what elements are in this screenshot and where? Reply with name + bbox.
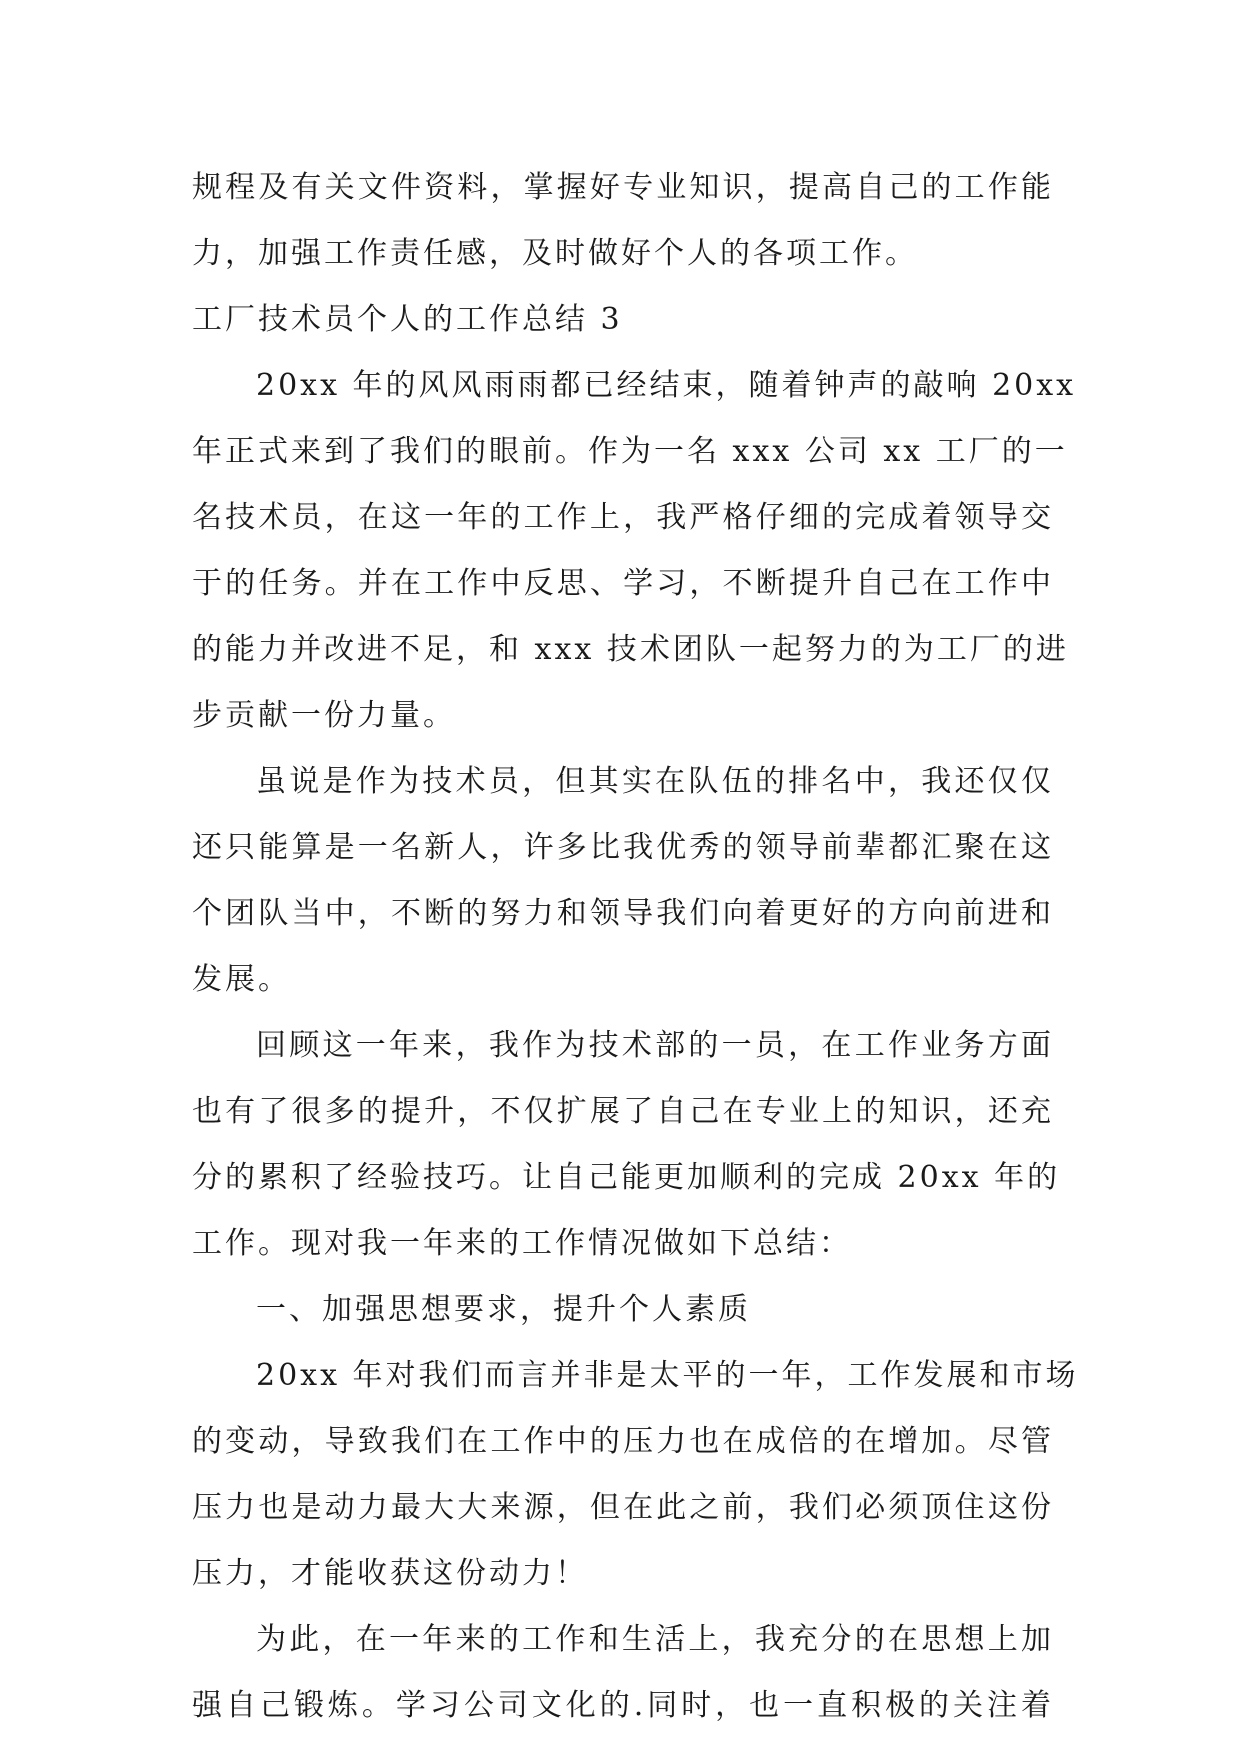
text-line: 压力，才能收获这份动力！	[192, 1556, 588, 1591]
text-line: 分的累积了经验技巧。让自己能更加顺利的完成 20xx 年的	[192, 1160, 1061, 1195]
text-line: 工作。现对我一年来的工作情况做如下总结：	[192, 1226, 852, 1261]
text-line: 于的任务。并在工作中反思、学习，不断提升自己在工作中	[192, 566, 1054, 601]
text-line: 为此，在一年来的工作和生活上，我充分的在思想上加	[256, 1622, 1054, 1657]
text-line: 年正式来到了我们的眼前。作为一名 xxx 公司 xx 工厂的一	[192, 434, 1068, 469]
text-line: 一、加强思想要求，提升个人素质	[256, 1292, 751, 1327]
text-line: 名技术员，在这一年的工作上，我严格仔细的完成着领导交	[192, 500, 1054, 535]
text-line: 也有了很多的提升，不仅扩展了自己在专业上的知识，还充	[192, 1094, 1054, 1129]
text-line: 规程及有关文件资料，掌握好专业知识，提高自己的工作能	[192, 170, 1054, 205]
text-line: 个团队当中，不断的努力和领导我们向着更好的方向前进和	[192, 896, 1054, 931]
document-body	[192, 155, 1079, 1739]
text-line: 步贡献一份力量。	[192, 698, 456, 733]
text-line: 压力也是动力最大大来源，但在此之前，我们必须顶住这份	[192, 1490, 1054, 1525]
text-line: 强自己锻炼。学习公司文化的.同时，也一直积极的关注着	[192, 1688, 1054, 1723]
text-line: 还只能算是一名新人，许多比我优秀的领导前辈都汇聚在这	[192, 830, 1054, 865]
text-line: 20xx 年对我们而言并非是太平的一年，工作发展和市场	[256, 1358, 1079, 1393]
text-line: 虽说是作为技术员，但其实在队伍的排名中，我还仅仅	[256, 764, 1054, 799]
text-line: 回顾这一年来，我作为技术部的一员，在工作业务方面	[256, 1028, 1054, 1063]
text-line: 20xx 年的风风雨雨都已经结束，随着钟声的敲响 20xx	[256, 368, 1077, 403]
section-heading: 工厂技术员个人的工作总结 3	[192, 302, 623, 337]
text-line: 的能力并改进不足，和 xxx 技术团队一起努力的为工厂的进	[192, 632, 1069, 667]
text-line: 的变动，导致我们在工作中的压力也在成倍的在增加。尽管	[192, 1424, 1054, 1459]
text-line: 力，加强工作责任感，及时做好个人的各项工作。	[192, 236, 918, 271]
text-line: 发展。	[192, 962, 291, 997]
